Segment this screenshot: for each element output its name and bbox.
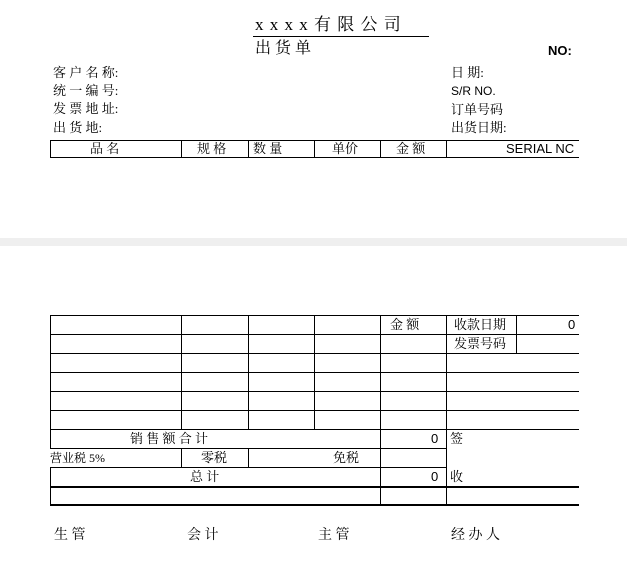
lower-col-line-6 [446,315,447,505]
accounting-label: 会 计 [187,528,219,543]
lower-col-line-7 [516,315,517,354]
supervisor-label: 主 管 [318,528,350,543]
sr-no-label: S/R NO. [451,84,496,98]
columns-divider-5 [380,140,381,158]
grand-total-value: 0 [431,469,439,484]
col-spec-header: 规 格 [197,141,227,156]
business-tax-label: 营业税 5% [50,451,105,465]
company-name: x x x x 有 限 公 司 [255,15,402,34]
production-manager-label: 生 管 [54,528,86,543]
lower-left-border-2 [50,467,51,505]
col-unit-price-header: 单价 [332,141,359,156]
sign-label: 签 [450,431,464,446]
lower-col-line-2 [181,315,182,430]
zero-tax-label: 零税 [201,450,228,465]
lower-col-line-5 [380,315,381,505]
invoice-address-label: 发 票 地 址: [53,101,119,116]
order-number-label: 订单号码 [451,102,504,117]
invoice-number-label: 发票号码 [454,336,507,351]
page-break-band [0,238,627,246]
sales-total-value: 0 [431,431,439,446]
col-product-header: 品 名 [90,141,120,156]
columns-divider-2 [181,140,182,158]
exempt-label: 免税 [333,450,360,465]
sales-total-label: 销 售 额 合 计 [130,431,209,446]
tax-id-label: 统 一 编 号: [53,83,119,98]
lower-row-line-11 [50,504,579,506]
lower-row-line-10 [50,486,579,488]
columns-divider-1 [50,140,51,158]
company-underline [253,36,429,37]
columns-divider-4 [314,140,315,158]
lower-col-line-4 [314,315,315,430]
columns-divider-3 [248,140,249,158]
lower-col-line-3b [248,448,249,468]
lower-col-line-2b [181,448,182,468]
number-label: NO: [548,43,572,58]
date-label: 日 期: [451,65,484,80]
receipt-date-value: 0 [568,317,576,332]
document-title: 出 货 单 [255,40,312,57]
customer-name-label: 客 户 名 称: [53,65,119,80]
lower-col-line-3 [248,315,249,430]
receive-label: 收 [450,469,464,484]
col-serial-header: SERIAL NC [506,142,575,155]
col-amount-header: 金 额 [396,141,426,156]
handler-label: 经 办 人 [451,528,500,543]
lower-left-border [50,315,51,449]
receipt-date-label: 收款日期 [454,317,507,332]
grand-total-label: 总 计 [190,469,220,484]
columns-divider-6 [446,140,447,158]
col-qty-header: 数 量 [253,141,283,156]
amount-label: 金 额 [390,317,420,332]
ship-date-label: 出货日期: [451,120,507,135]
ship-place-label: 出 货 地: [53,120,103,135]
